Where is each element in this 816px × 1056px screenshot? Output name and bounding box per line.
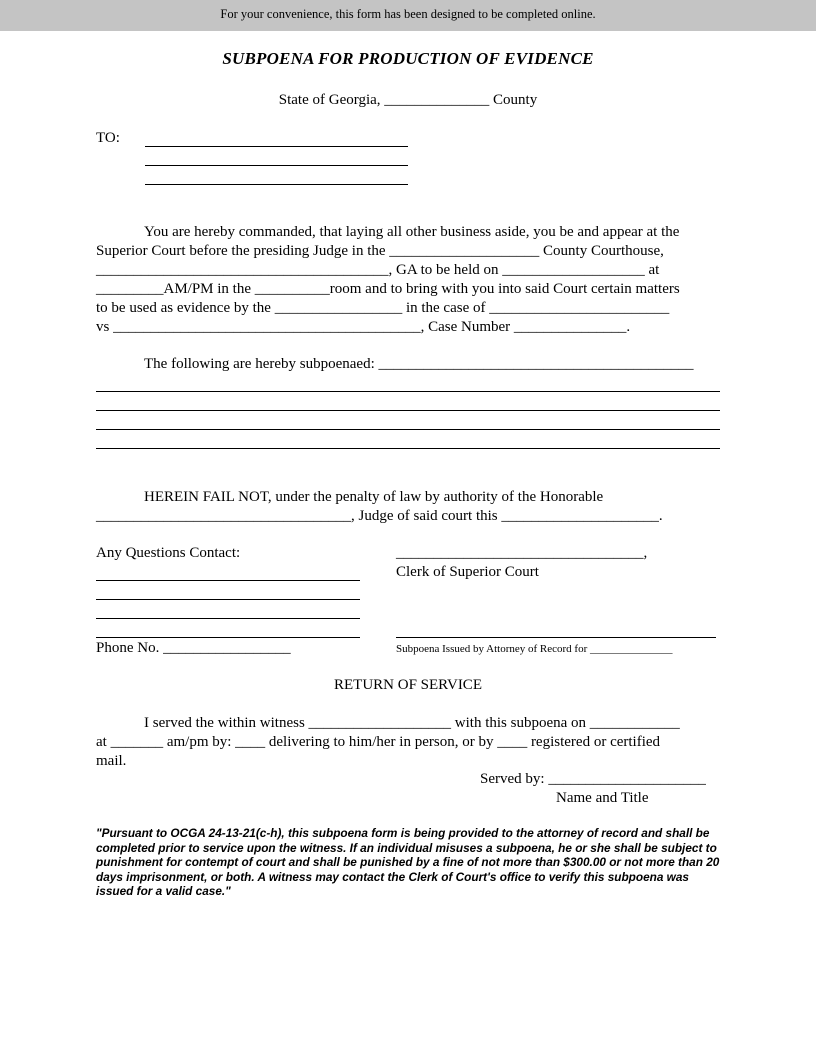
contact-field-1[interactable] [96,580,360,581]
state-county-line [0,92,816,109]
subpoenaed-field-2[interactable] [96,391,720,392]
clerk-signature-field[interactable]: _________________________________, [396,545,648,561]
return-line-2[interactable]: at _______ am/pm by: ____ delivering to him/her in person, or by ____ registered or certified [96,734,661,750]
contact-field-3[interactable] [96,618,360,619]
state-suffix: County [493,92,538,108]
to-label: TO: [96,130,120,146]
subpoenaed-field[interactable]: __________________________________________ [378,356,694,372]
subpoenaed-field-4[interactable] [96,429,720,430]
state-prefix: State of Georgia, [278,92,381,108]
command-line-4[interactable]: _________AM/PM in the __________room and to bring with you into said Court certain matters [96,281,680,297]
contact-field-4[interactable] [96,637,360,638]
attorney-signature-field[interactable] [396,637,716,638]
herein-line-1: HEREIN FAIL NOT, under the penalty of law by authority of the Honorable [144,489,604,505]
to-field-3[interactable] [145,184,408,185]
command-line-2[interactable]: Superior Court before the presiding Judge in the ____________________ County Courthouse, [96,243,664,259]
herein-line-2[interactable]: __________________________________, Judge of said court this _____________________. [96,508,663,524]
clerk-label: Clerk of Superior Court [396,564,539,580]
page-title: SUBPOENA FOR PRODUCTION OF EVIDENCE [222,49,594,68]
ocga-notice: "Pursuant to OCGA 24-13-21(c-h), this subpoena form is being provided to the attorney of record and shall be completed prior to service upon the witness. If an individual misuses a subpoena, he or she shall be subject to punishment for contempt of court and shall be punished by a fine of not more than $300.00 or not more than 20 days imprisonment, or both. A witness may contact the Clerk of Court's office to verify this subpoena was issued for a valid case." [96,826,720,898]
command-line-3[interactable]: _______________________________________, GA to be held on ___________________ at [96,262,660,278]
return-line-3: mail. [96,753,127,769]
subpoenaed-label: The following are hereby subpoenaed: [144,356,375,372]
to-field-2[interactable] [145,165,408,166]
phone-field[interactable]: Phone No. _________________ [96,640,291,656]
contact-label: Any Questions Contact: [96,545,241,561]
subpoenaed-field-5[interactable] [96,448,720,449]
issued-by-attorney[interactable]: Subpoena Issued by Attorney of Record for _______________ [396,643,673,655]
return-line-1[interactable]: I served the within witness ___________________ with this subpoena on ____________ [144,715,680,731]
online-form-banner: For your convenience, this form has been designed to be completed online. [0,0,816,31]
name-and-title-label: Name and Title [556,790,649,806]
served-by-field[interactable]: Served by: _____________________ [480,771,706,787]
county-field[interactable]: ______________ [384,92,490,108]
command-line-1: You are hereby commanded, that laying all other business aside, you be and appear at the [144,224,680,240]
subpoenaed-line [144,356,694,373]
subpoenaed-field-3[interactable] [96,410,720,411]
to-field-1[interactable] [145,146,408,147]
contact-field-2[interactable] [96,599,360,600]
command-line-5[interactable]: to be used as evidence by the _________________ in the case of ________________________ [96,300,670,316]
command-line-6[interactable]: vs _________________________________________, Case Number _______________. [96,319,631,335]
return-of-service-heading: RETURN OF SERVICE [334,677,482,693]
